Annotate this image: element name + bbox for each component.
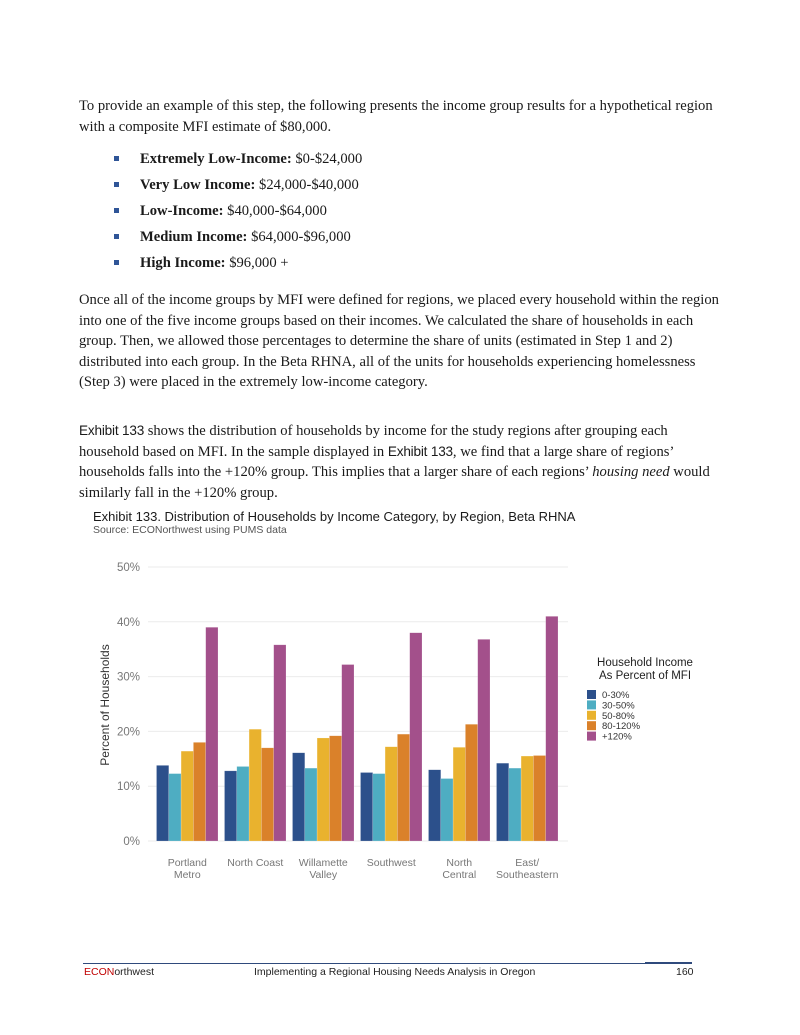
- exhibit-reference[interactable]: Exhibit 133: [79, 423, 145, 438]
- bar-30-50-2: [305, 768, 317, 841]
- methodology-paragraph: Once all of the income groups by MFI were defined for regions, we placed every household within the region into one of the five income groups based on their incomes. We calculated the share of households in each group. Then, we allowed those percentages to determine the share of units (estimated in Step 1 and 2) distributed into each group. In the Beta RHNA, all of the units for households experiencing homelessness (Step 3) were placed in the extremely low-income category.: [79, 292, 719, 390]
- x-category-label: North Coast: [227, 857, 284, 869]
- legend-label: 30-50%: [602, 700, 635, 712]
- legend-label: +120%: [602, 731, 632, 743]
- legend-swatch: [587, 700, 596, 709]
- income-group-range: $64,000-$96,000: [247, 229, 351, 245]
- bar-50-80-2: [317, 738, 329, 841]
- x-category-label: Central: [442, 869, 477, 881]
- x-category-label: Metro: [173, 869, 201, 881]
- bar-50-80-5: [521, 756, 533, 841]
- bar-120-2: [342, 665, 354, 841]
- x-category-label: Willamette: [298, 857, 348, 869]
- legend-swatch: [587, 721, 596, 730]
- bar-80-120-0: [193, 742, 205, 841]
- legend-label: 0-30%: [602, 690, 630, 701]
- bar-80-120-2: [329, 736, 341, 841]
- x-category-label: North: [446, 857, 473, 869]
- bars: [157, 616, 559, 841]
- x-category-label: Southeastern: [496, 869, 559, 881]
- income-group-range: $0-$24,000: [291, 151, 363, 167]
- legend-title: Household Income: [597, 657, 693, 669]
- x-category-label: Portland: [167, 857, 207, 869]
- legend: [587, 657, 693, 743]
- footer-rule-accent: [645, 962, 692, 964]
- income-group-label: Extremely Low-Income:: [140, 151, 292, 167]
- bar-30-50-3: [373, 774, 385, 841]
- bar-30-50-0: [169, 774, 181, 841]
- legend-label: 80-120%: [602, 721, 641, 733]
- bar-30-50-4: [441, 779, 453, 841]
- y-tick-label: 0%: [123, 836, 140, 848]
- legend-swatch: [587, 732, 596, 741]
- bar-120-0: [206, 627, 218, 841]
- exhibit-reference[interactable]: Exhibit 133: [387, 443, 453, 459]
- exhibit-source: Source: ECONorthwest using PUMS data: [93, 524, 287, 536]
- income-group-range: $96,000 +: [225, 255, 289, 271]
- legend-title: As Percent of MFI: [598, 670, 692, 682]
- legend-swatch: [587, 711, 596, 720]
- footer-brand: [84, 966, 154, 978]
- exhibit-title: Exhibit 133. Distribution of Households by Income Category, by Region, Beta RHNA: [93, 509, 576, 524]
- bar-0-30-2: [293, 753, 305, 841]
- paragraph-text: , we find that a large share of regions’ households falls into the +120% group. This implies that a larger share of each regions’: [79, 443, 674, 480]
- bar-80-120-1: [261, 748, 273, 841]
- income-group-range: $24,000-$40,000: [255, 177, 359, 193]
- bar-50-80-3: [385, 747, 397, 841]
- bar-0-30-1: [225, 771, 237, 841]
- bar-50-80-1: [249, 729, 261, 841]
- paragraph-text: shows the distribution of households by income for the study regions after grouping each household based on MFI. In the sample displayed in: [79, 423, 668, 460]
- bar-0-30-5: [497, 763, 509, 841]
- y-tick-label: 10%: [116, 781, 140, 794]
- y-tick-label: 40%: [116, 616, 140, 629]
- x-axis-category-labels: [168, 857, 559, 881]
- bar-0-30-0: [157, 765, 169, 841]
- emphasis-text: housing need: [592, 464, 670, 480]
- bar-0-30-3: [361, 773, 373, 842]
- y-tick-label: 50%: [116, 562, 140, 574]
- page-number: 160: [676, 966, 694, 978]
- x-category-label: Valley: [309, 869, 338, 881]
- income-group-label: High Income:: [140, 255, 226, 271]
- income-group-label: Medium Income:: [140, 229, 248, 245]
- bar-30-50-5: [509, 768, 521, 841]
- footer-rule: [83, 963, 692, 964]
- x-category-label: Southwest: [366, 857, 416, 869]
- bar-80-120-5: [533, 756, 545, 841]
- bar-80-120-3: [397, 734, 409, 841]
- x-category-label: East/: [515, 857, 540, 869]
- bar-50-80-4: [453, 747, 465, 841]
- footer-document-title: Implementing a Regional Housing Needs Analysis in Oregon: [254, 966, 536, 978]
- bar-120-5: [546, 616, 558, 841]
- legend-label: 50-80%: [602, 710, 635, 722]
- bar-80-120-4: [465, 724, 477, 841]
- intro-paragraph: To provide an example of this step, the following presents the income group results for a hypothetical region with a composite MFI estimate of $80,000.: [79, 98, 713, 135]
- brand-econ: ECON: [84, 966, 115, 978]
- income-group-range: $40,000-$64,000: [223, 203, 327, 219]
- brand-rest: orthwest: [114, 966, 155, 978]
- legend-swatch: [587, 690, 596, 699]
- y-axis-label: Percent of Households: [98, 644, 112, 766]
- bar-0-30-4: [429, 770, 441, 841]
- y-tick-label: 30%: [116, 671, 140, 684]
- income-group-label: Very Low Income:: [140, 177, 256, 193]
- bar-30-50-1: [237, 766, 249, 841]
- bar-120-4: [478, 639, 490, 841]
- bar-120-3: [410, 633, 422, 841]
- paragraph-text: would similarly fall in the +120% group.: [79, 464, 710, 501]
- y-axis-ticks: [117, 562, 140, 848]
- bar-50-80-0: [181, 751, 193, 841]
- y-tick-label: 20%: [116, 726, 140, 739]
- bar-120-1: [274, 645, 286, 841]
- income-group-label: Low-Income:: [140, 203, 224, 219]
